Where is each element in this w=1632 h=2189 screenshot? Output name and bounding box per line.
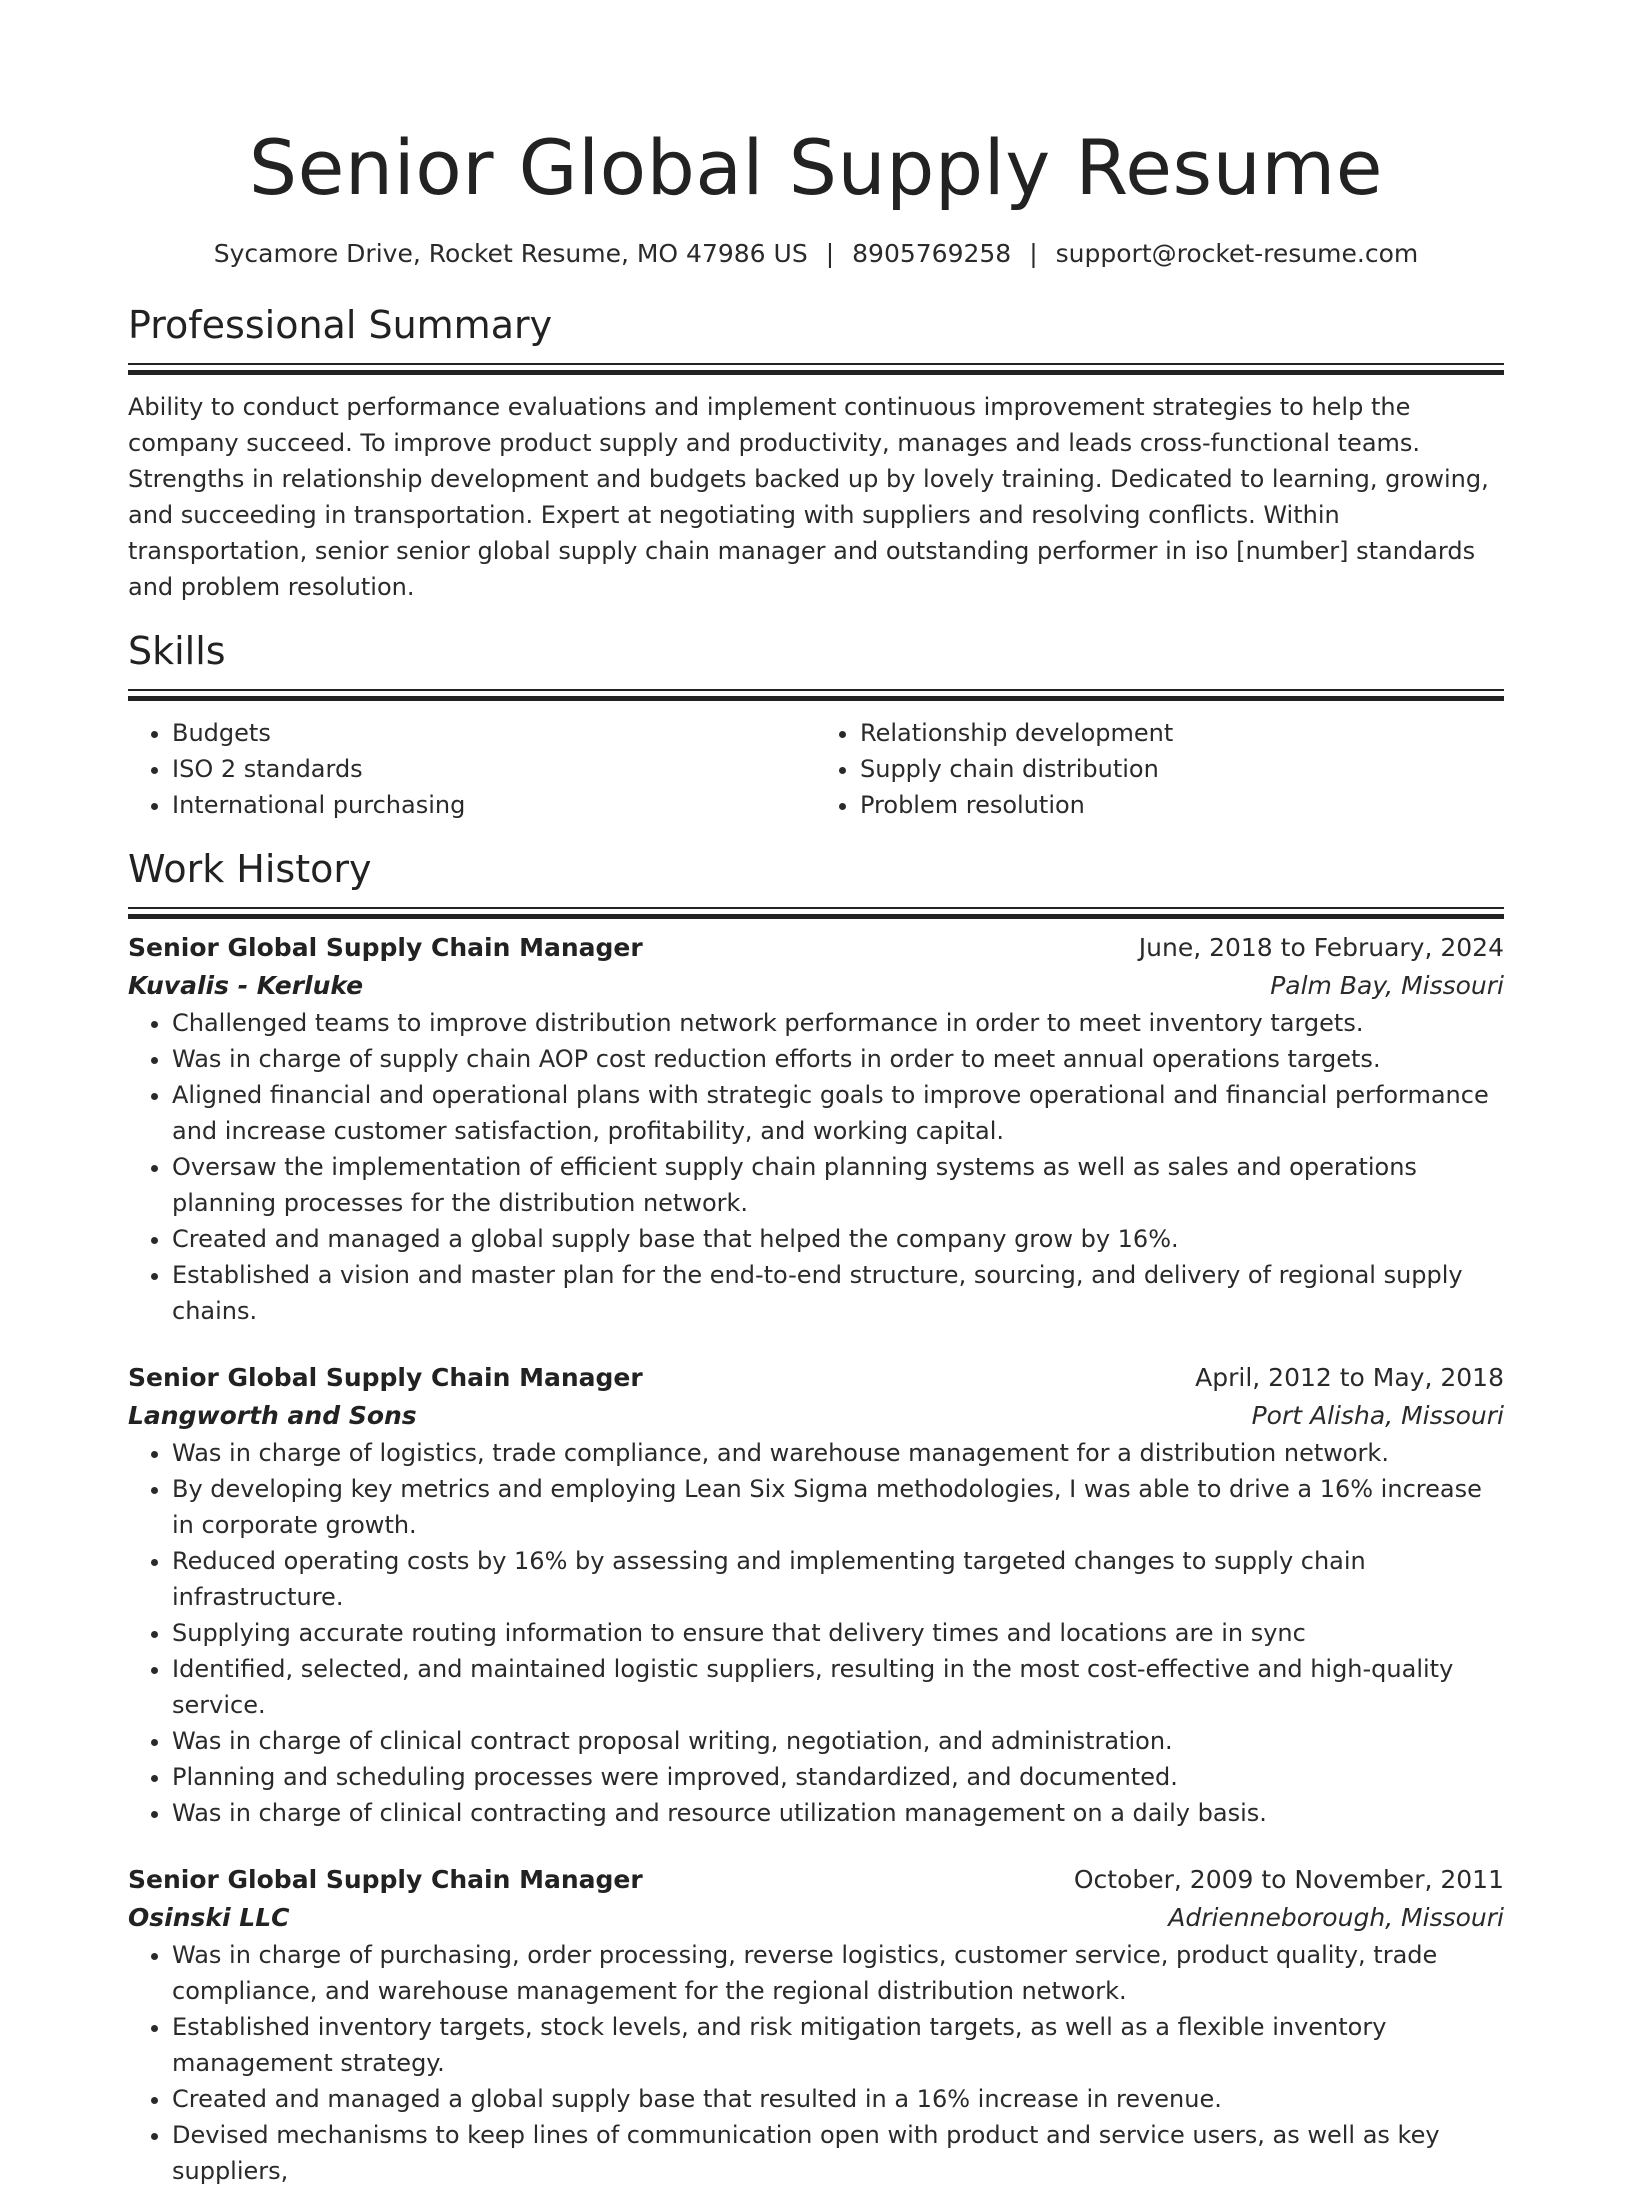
job-bullet: • Was in charge of logistics, trade compliance, and warehouse management for a distribution network.: [172, 1435, 1504, 1471]
job-title: Senior Global Supply Chain Manager: [128, 1865, 643, 1894]
section-divider: [128, 363, 1504, 375]
job-bullet: • Established inventory targets, stock levels, and risk mitigation targets, as well as a flexible inventory management strategy.: [172, 2009, 1504, 2081]
job-bullets: [128, 1005, 1504, 1329]
job-dates: October, 2009 to November, 2011: [1073, 1865, 1504, 1894]
job-bullet: • Devised mechanisms to keep lines of communication open with product and service users, as well as key suppliers,: [172, 2117, 1504, 2189]
skill-item: • Supply chain distribution: [860, 751, 1504, 787]
section-divider: [128, 907, 1504, 919]
job-bullet: • Oversaw the implementation of efficient supply chain planning systems as well as sales and operations planning processes for the distribution network.: [172, 1149, 1504, 1221]
job-bullet: • Identified, selected, and maintained logistic suppliers, resulting in the most cost-effective and high-quality service.: [172, 1651, 1504, 1723]
skill-item: • Budgets: [172, 715, 816, 751]
job-bullet: • Supplying accurate routing information to ensure that delivery times and locations are in sync: [172, 1615, 1504, 1651]
contact-address: Sycamore Drive, Rocket Resume, MO 47986 US: [213, 239, 808, 268]
job-title: Senior Global Supply Chain Manager: [128, 1363, 643, 1392]
contact-separator: |: [1029, 239, 1038, 268]
summary-section: [128, 299, 1504, 605]
skills-list: [128, 715, 1504, 823]
work-history-heading: Work History: [128, 847, 372, 891]
summary-text: Ability to conduct performance evaluations and implement continuous improvement strategies to help the company succeed. To improve product supply and productivity, manages and leads cross-functional teams. Strengths in relationship development and budgets backed up by lovely training. Dedicated to learning, growing, and succeeding in transportation. Expert at negotiating with suppliers and resolving conflicts. Within transportation, senior senior global supply chain manager and outstanding performer in iso [number] standards and problem resolution.: [128, 393, 1489, 601]
job-bullet: • By developing key metrics and employing Lean Six Sigma methodologies, I was able to drive a 16% increase in corporate growth.: [172, 1471, 1504, 1543]
job-bullet: • Was in charge of purchasing, order processing, reverse logistics, customer service, product quality, trade compliance, and warehouse management for the regional distribution network.: [172, 1937, 1504, 2009]
job-company: Langworth and Sons: [128, 1401, 417, 1430]
job-entry: [128, 1861, 1504, 2189]
job-dates: June, 2018 to February, 2024: [1138, 933, 1504, 962]
job-bullet: • Created and managed a global supply base that resulted in a 16% increase in revenue.: [172, 2081, 1504, 2117]
job-header-row: [128, 929, 1504, 967]
job-location: Adrienneborough, Missouri: [1168, 1903, 1504, 1932]
summary-heading: Professional Summary: [128, 303, 553, 347]
job-bullet: • Challenged teams to improve distribution network performance in order to meet inventory targets.: [172, 1005, 1504, 1041]
section-divider: [128, 689, 1504, 701]
job-company: Kuvalis - Kerluke: [128, 971, 364, 1000]
job-dates: April, 2012 to May, 2018: [1195, 1363, 1504, 1392]
skills-column-right: [816, 715, 1504, 823]
job-bullet: • Planning and scheduling processes were improved, standardized, and documented.: [172, 1759, 1504, 1795]
skill-item: • Problem resolution: [860, 787, 1504, 823]
job-subheader-row: [128, 967, 1504, 1005]
contact-email: support@rocket-resume.com: [1055, 239, 1419, 268]
skill-item: • ISO 2 standards: [172, 751, 816, 787]
skills-heading: Skills: [128, 629, 226, 673]
job-location: Palm Bay, Missouri: [1270, 971, 1504, 1000]
contact-phone: 8905769258: [852, 239, 1012, 268]
job-bullets: [128, 1435, 1504, 1831]
job-header-row: [128, 1359, 1504, 1397]
job-subheader-row: [128, 1397, 1504, 1435]
contact-line: [128, 237, 1504, 271]
job-bullet: • Was in charge of clinical contract proposal writing, negotiation, and administration.: [172, 1723, 1504, 1759]
job-company: Osinski LLC: [128, 1903, 290, 1932]
job-bullet: • Reduced operating costs by 16% by assessing and implementing targeted changes to supply chain infrastructure.: [172, 1543, 1504, 1615]
job-location: Port Alisha, Missouri: [1251, 1401, 1504, 1430]
job-bullet: • Established a vision and master plan for the end-to-end structure, sourcing, and delivery of regional supply chains.: [172, 1257, 1504, 1329]
work-history-section: [128, 843, 1504, 2189]
skill-item: • Relationship development: [860, 715, 1504, 751]
job-bullet: • Was in charge of clinical contracting and resource utilization management on a daily basis.: [172, 1795, 1504, 1831]
skills-column-left: [128, 715, 816, 823]
job-bullet: • Created and managed a global supply base that helped the company grow by 16%.: [172, 1221, 1504, 1257]
contact-separator: |: [825, 239, 835, 268]
skill-item: • International purchasing: [172, 787, 816, 823]
resume-title: Senior Global Supply Resume: [248, 123, 1384, 212]
job-title: Senior Global Supply Chain Manager: [128, 933, 643, 962]
job-entry: [128, 929, 1504, 1329]
job-subheader-row: [128, 1899, 1504, 1937]
job-bullet: • Was in charge of supply chain AOP cost reduction efforts in order to meet annual operations targets.: [172, 1041, 1504, 1077]
job-header-row: [128, 1861, 1504, 1899]
job-bullets: [128, 1937, 1504, 2189]
job-bullet: • Aligned financial and operational plans with strategic goals to improve operational and financial performance and increase customer satisfaction, profitability, and working capital.: [172, 1077, 1504, 1149]
job-entry: [128, 1359, 1504, 1831]
skills-section: [128, 625, 1504, 823]
